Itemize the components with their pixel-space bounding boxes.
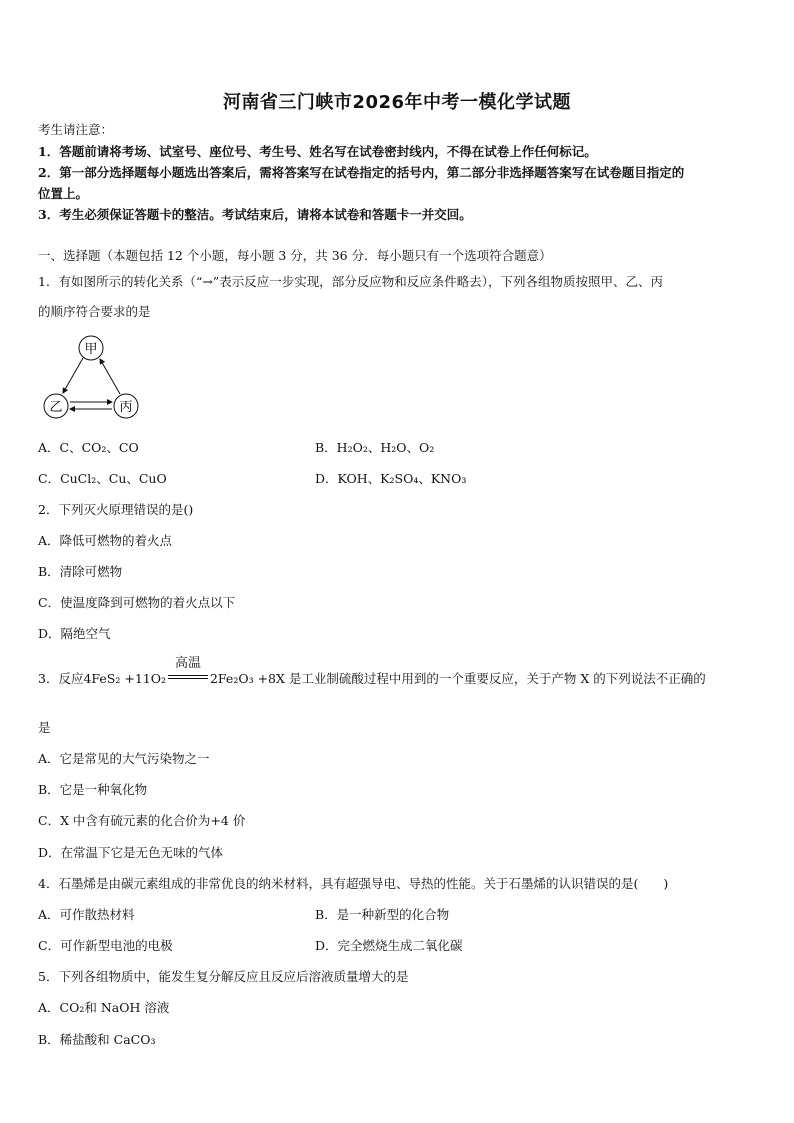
q2-option-c: C．使温度降到可燃物的着火点以下 bbox=[38, 595, 236, 610]
node-jia-label: 甲 bbox=[84, 342, 98, 357]
node-yi-label: 乙 bbox=[49, 400, 63, 415]
q2-option-a: A．降低可燃物的着火点 bbox=[38, 533, 173, 548]
node-bing-label: 丙 bbox=[119, 400, 133, 415]
q3-option-b: B．它是一种氧化物 bbox=[38, 782, 148, 797]
q3-stem bbox=[38, 656, 706, 687]
conversion-diagram bbox=[38, 332, 148, 422]
q3-condition-label: 高温 bbox=[174, 656, 201, 671]
notice-item-2-cont: 位置上。 bbox=[38, 186, 89, 201]
q3-stem-cont: 是 bbox=[38, 720, 51, 735]
q1-stem-cont: 的顺序符合要求的是 bbox=[38, 304, 151, 319]
q4-stem: 4．石墨烯是由碳元素组成的非常优良的纳米材料，具有超强导电、导热的性能。关于石墨烯的认识错误的是( ) bbox=[38, 876, 669, 891]
q5-option-a: A．CO₂和 NaOH 溶液 bbox=[38, 1000, 170, 1015]
q3-equation-rhs: 2Fe₂O₃ +8X bbox=[209, 671, 285, 686]
section-heading: 一、选择题（本题包括 12 个小题，每小题 3 分，共 36 分．每小题只有一个选项符合题意） bbox=[38, 248, 552, 263]
q3-suffix: 是工业制硫酸过程中用到的一个重要反应，关于产物 X 的下列说法不正确的 bbox=[288, 671, 706, 686]
q4-option-d: D．完全燃烧生成二氧化碳 bbox=[315, 938, 463, 953]
q3-equation-condition bbox=[168, 656, 208, 683]
q3-option-c: C．X 中含有硫元素的化合价为+4 价 bbox=[38, 813, 246, 828]
q5-option-b: B．稀盐酸和 CaCO₃ bbox=[38, 1032, 156, 1047]
notice-item-2: 2．第一部分选择题每小题选出答案后，需将答案写在试卷指定的括号内，第二部分非选择题答案写在试卷题目指定的 bbox=[38, 165, 685, 180]
q3-prefix: 3．反应 bbox=[38, 671, 84, 686]
q2-option-b: B．清除可燃物 bbox=[38, 564, 123, 579]
q1-option-b: B．H₂O₂、H₂O、O₂ bbox=[315, 440, 435, 455]
q3-option-a: A．它是常见的大气污染物之一 bbox=[38, 751, 210, 766]
q1-option-a: A．C、CO₂、CO bbox=[38, 440, 139, 455]
q3-equation-lhs: 4FeS₂ +11O₂ bbox=[83, 671, 166, 686]
q2-stem: 2．下列灭火原理错误的是() bbox=[38, 502, 194, 517]
q2-option-d: D．隔绝空气 bbox=[38, 626, 111, 641]
notice-item-1: 1．答题前请将考场、试室号、座位号、考生号、姓名写在试卷密封线内，不得在试卷上作任何标记。 bbox=[38, 144, 597, 159]
q5-stem: 5．下列各组物质中，能发生复分解反应且反应后溶液质量增大的是 bbox=[38, 969, 409, 984]
q4-option-c: C．可作新型电池的电极 bbox=[38, 938, 173, 953]
notice-heading: 考生请注意： bbox=[38, 122, 114, 137]
notice-item-3: 3．考生必须保证答题卡的整洁。考试结束后，请将本试卷和答题卡一并交回。 bbox=[38, 207, 472, 222]
q4-option-a: A．可作散热材料 bbox=[38, 907, 135, 922]
q1-option-c: C．CuCl₂、Cu、CuO bbox=[38, 471, 167, 486]
arrow-bing-to-jia bbox=[100, 359, 120, 394]
q1-option-d: D．KOH、K₂SO₄、KNO₃ bbox=[315, 471, 467, 486]
equals-sign bbox=[168, 675, 208, 679]
q1-stem: 1．有如图所示的转化关系（“→”表示反应一步实现，部分反应物和反应条件略去），下列各组物质按照甲、乙、丙 bbox=[38, 274, 663, 289]
q3-option-d: D．在常温下它是无色无味的气体 bbox=[38, 845, 224, 860]
arrow-jia-to-yi bbox=[63, 358, 83, 393]
page-title: 河南省三门峡市2026年中考一模化学试题 bbox=[222, 92, 572, 113]
q4-option-b: B．是一种新型的化合物 bbox=[315, 907, 450, 922]
